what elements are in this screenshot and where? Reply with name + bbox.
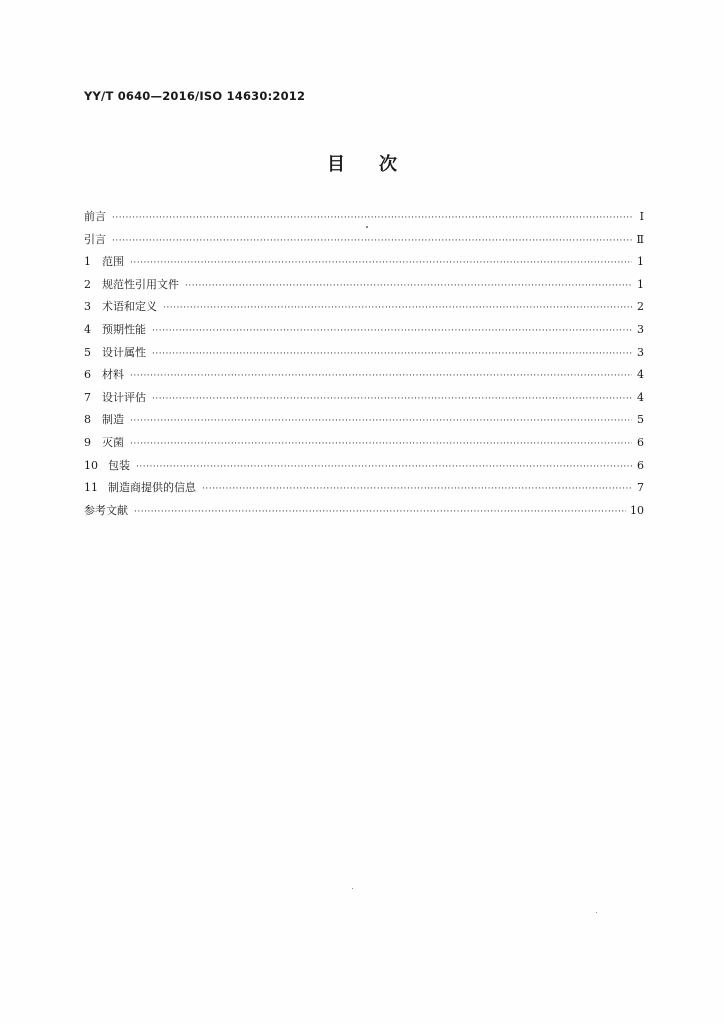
scan-speck: [352, 888, 353, 889]
toc-entry-bibliography[interactable]: [84, 502, 644, 525]
toc-page-number: 1: [637, 255, 644, 269]
toc-label: 参考文献: [84, 503, 128, 517]
toc-label: 灭菌: [102, 435, 124, 449]
page-title: 目次: [327, 154, 431, 175]
toc-label: 制造商提供的信息: [108, 481, 196, 495]
leader-dots: [130, 371, 632, 381]
toc-page-number: 2: [637, 300, 644, 314]
toc-page-number: 10: [630, 503, 644, 517]
leader-dots: [112, 236, 632, 246]
scan-speck: [596, 912, 597, 913]
toc-label: 材料: [102, 368, 124, 382]
toc-entry-introduction[interactable]: [84, 231, 644, 254]
toc-number: 4: [84, 322, 91, 336]
toc-entry-1[interactable]: [84, 253, 644, 276]
toc-label: 前言: [84, 210, 106, 223]
leader-dots: [185, 281, 632, 291]
toc-page-number: 6: [637, 435, 644, 449]
toc-entry-5[interactable]: [84, 344, 644, 367]
toc-number: 8: [84, 413, 91, 427]
toc-entry-8[interactable]: [84, 411, 644, 434]
leader-dots: [152, 349, 632, 359]
toc-page-number: 3: [637, 345, 644, 359]
toc-label: 预期性能: [102, 322, 146, 336]
table-of-contents: [84, 208, 644, 524]
toc-label: 制造: [102, 413, 124, 427]
toc-label: 范围: [102, 255, 124, 269]
toc-entry-10[interactable]: [84, 457, 644, 480]
toc-page-number: 7: [637, 481, 644, 495]
toc-number: 3: [84, 300, 91, 314]
toc-number: 2: [84, 277, 91, 291]
toc-page-number: 3: [637, 322, 644, 336]
toc-number: 1: [84, 255, 91, 269]
leader-dots: [130, 416, 632, 426]
leader-dots: [152, 326, 632, 336]
toc-entry-7[interactable]: [84, 389, 644, 412]
toc-page-number: Ⅰ: [639, 210, 644, 223]
toc-label: 设计评估: [102, 390, 146, 404]
toc-number: 10: [84, 458, 98, 472]
toc-entry-6[interactable]: [84, 366, 644, 389]
toc-page-number: 4: [637, 390, 644, 404]
toc-entry-9[interactable]: [84, 434, 644, 457]
toc-entry-11[interactable]: [84, 479, 644, 502]
leader-dots: [136, 462, 632, 472]
leader-dots: [134, 507, 626, 517]
toc-number: 6: [84, 368, 91, 382]
leader-dots: [112, 213, 632, 223]
toc-number: 7: [84, 390, 91, 404]
leader-dots: [130, 439, 632, 449]
toc-label: 规范性引用文件: [102, 277, 179, 291]
toc-page-number: Ⅱ: [636, 232, 644, 246]
toc-number: 9: [84, 435, 91, 449]
toc-number: 5: [84, 345, 91, 359]
scan-speck: [366, 226, 368, 228]
toc-label: 引言: [84, 232, 106, 246]
toc-entry-3[interactable]: [84, 298, 644, 321]
toc-entry-4[interactable]: [84, 321, 644, 344]
toc-page-number: 5: [637, 413, 644, 427]
toc-page-number: 4: [637, 368, 644, 382]
toc-label: 包装: [108, 458, 130, 472]
leader-dots: [130, 258, 632, 268]
toc-entry-2[interactable]: [84, 276, 644, 299]
leader-dots: [163, 303, 632, 313]
leader-dots: [152, 394, 632, 404]
toc-page-number: 6: [637, 458, 644, 472]
toc-number: 11: [84, 481, 98, 495]
toc-page-number: 1: [637, 277, 644, 291]
toc-label: 术语和定义: [102, 300, 157, 314]
toc-label: 设计属性: [102, 345, 146, 359]
toc-entry-foreword[interactable]: [84, 208, 644, 231]
standard-number: YY/T 0640—2016/ISO 14630:2012: [84, 89, 306, 103]
leader-dots: [202, 484, 632, 494]
